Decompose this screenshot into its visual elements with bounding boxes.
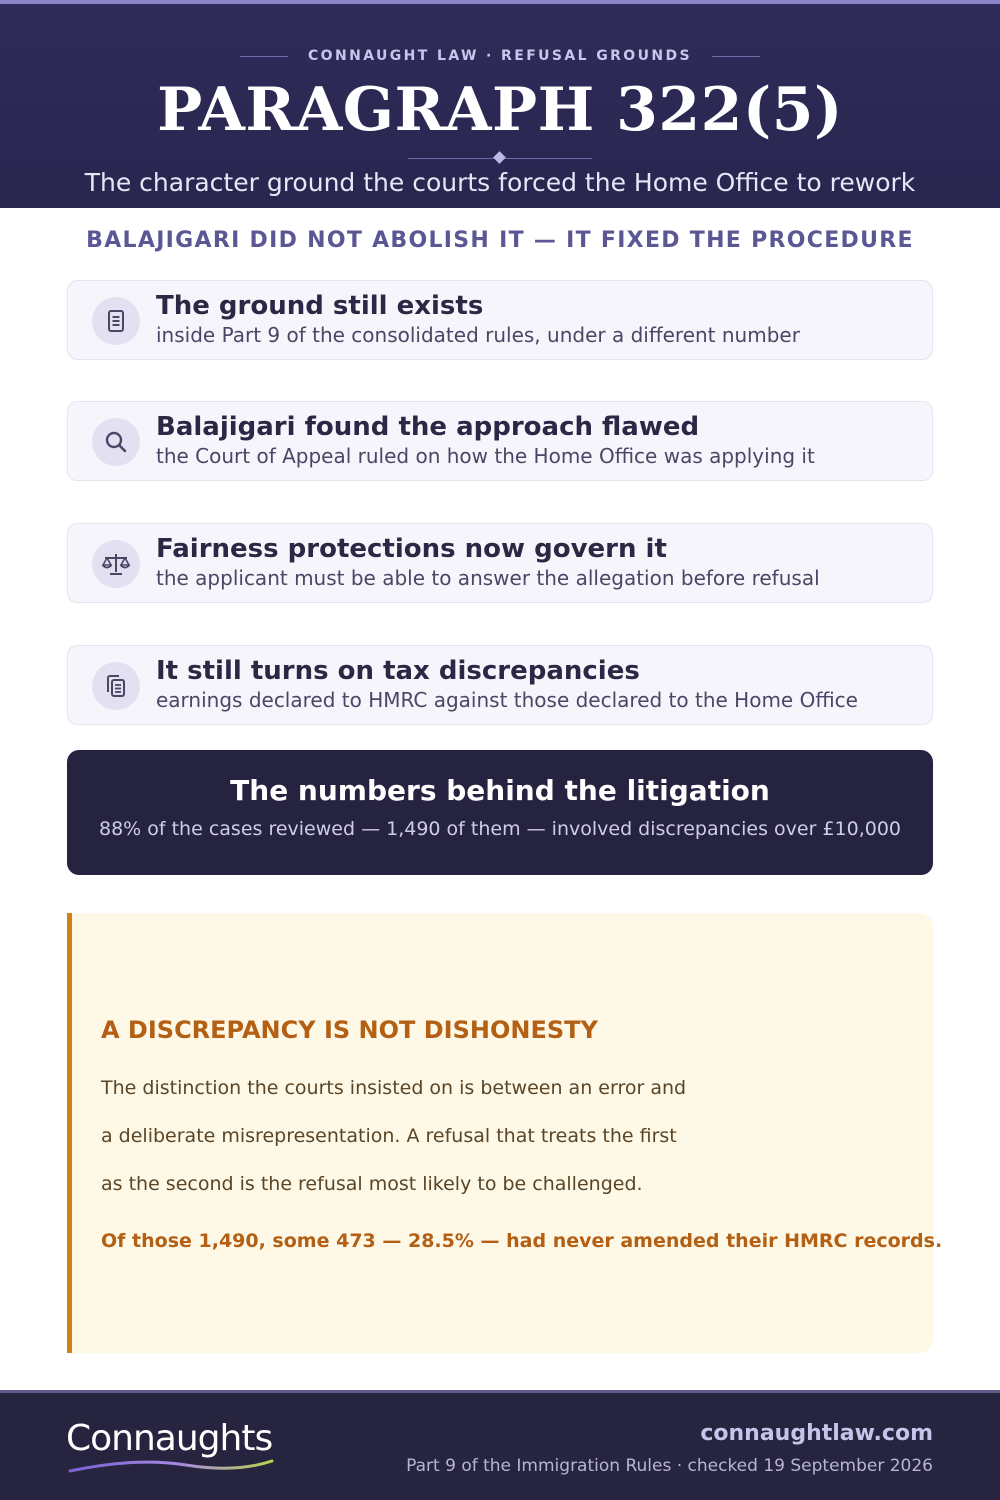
kicker-text: CONNAUGHT LAW · REFUSAL GROUNDS xyxy=(308,48,692,64)
kicker-row xyxy=(0,48,1000,64)
kicker-line-left xyxy=(240,56,288,57)
page-title: PARAGRAPH 322(5) xyxy=(157,75,843,145)
stats-panel xyxy=(67,750,933,875)
header-banner xyxy=(0,0,1000,208)
card-description: the Court of Appeal ruled on how the Home Office was applying it xyxy=(156,444,815,468)
connaughts-logo xyxy=(66,1417,286,1477)
stats-title: The numbers behind the litigation xyxy=(230,774,770,807)
callout-title: A DISCREPANCY IS NOT DISHONESTY xyxy=(101,1016,598,1044)
card-title: Fairness protections now govern it xyxy=(156,534,667,564)
search-icon xyxy=(92,418,140,466)
diamond-ornament-icon xyxy=(493,151,506,164)
card-description: earnings declared to HMRC against those declared to the Home Office xyxy=(156,688,858,712)
document-icon xyxy=(92,297,140,345)
kicker-line-right xyxy=(712,56,760,57)
logo-text: Connaughts xyxy=(66,1418,273,1459)
logo-swoosh-icon xyxy=(66,1455,276,1477)
page-subtitle: The character ground the courts forced the Home Office to rework xyxy=(84,168,916,197)
callout-box xyxy=(67,913,943,1353)
footer-note: Part 9 of the Immigration Rules · checked 19 September 2026 xyxy=(406,1456,933,1476)
stats-description: 88% of the cases reviewed — 1,490 of them — involved discrepancies over £10,000 xyxy=(98,818,902,840)
card-ground-exists xyxy=(67,280,933,360)
section-heading: BALAJIGARI DID NOT ABOLISH IT — IT FIXED THE PROCEDURE xyxy=(86,228,914,253)
card-fairness xyxy=(67,523,933,603)
callout-body-line: as the second is the refusal most likely to be challenged. xyxy=(101,1173,643,1195)
card-description: inside Part 9 of the consolidated rules, under a different number xyxy=(156,323,800,347)
card-title: The ground still exists xyxy=(156,291,484,321)
footer xyxy=(0,1390,1000,1500)
card-description: the applicant must be able to answer the allegation before refusal xyxy=(156,566,820,590)
callout-body-line: The distinction the courts insisted on is between an error and xyxy=(101,1077,687,1099)
card-title: It still turns on tax discrepancies xyxy=(156,656,640,686)
scales-icon xyxy=(92,540,140,588)
card-tax-discrepancies xyxy=(67,645,933,725)
copy-documents-icon xyxy=(92,662,140,710)
callout-highlight: Of those 1,490, some 473 — 28.5% — had never amended their HMRC records. xyxy=(101,1230,943,1252)
footer-website-link[interactable]: connaughtlaw.com xyxy=(700,1421,933,1446)
callout-body-line: a deliberate misrepresentation. A refusal that treats the first xyxy=(101,1125,677,1147)
card-balajigari xyxy=(67,401,933,481)
card-title: Balajigari found the approach flawed xyxy=(156,412,700,442)
